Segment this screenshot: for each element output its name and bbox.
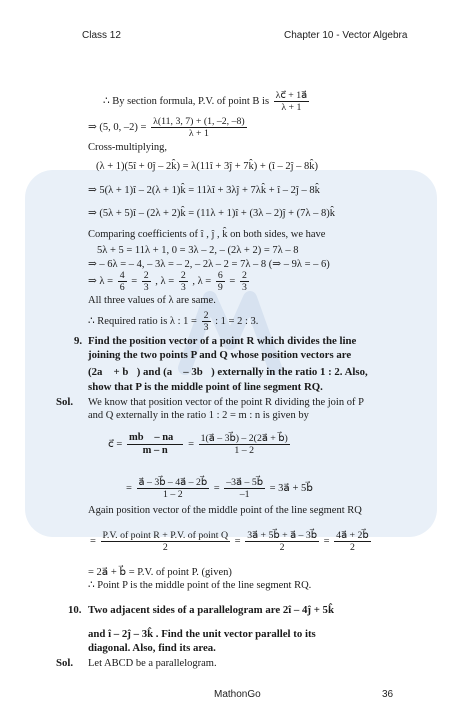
- text-line: 5λ + 5 = 11λ + 1, 0 = 3λ – 2, – (2λ + 2) = 7λ – 8: [97, 245, 299, 256]
- fraction: $\frac{1(a⃗ - 3b⃗) - 2(2a⃗ + b⃗)}{1 - 2}$: [200, 433, 288, 456]
- fraction: $\frac{6}{9}$: [217, 270, 223, 293]
- text-line: ⇒ λ = $\frac{4}{6}$ = $\frac{2}{3}$ , λ = $\frac{2}{3}$ , λ = $\frac{6}{9}$ = $\frac{2}{3}$: [88, 270, 247, 293]
- question-text: (2a⃗ + b⃗) and (a⃗ – 3b⃗) externally in the ratio 1 : 2. Also,: [88, 366, 368, 378]
- text-line: ∴ Point P is the middle point of the line segment RQ.: [88, 580, 312, 591]
- text-line: ⇒ – 6λ = – 4, – 3λ = – 2, – 2λ – 2 = 7λ – 8 (⇒ – 9λ = – 6): [88, 259, 330, 270]
- text-line: ⇒ 5(λ + 1)î – 2(λ + 1)k̂ = 11λî + 3λĵ + 7λk̂ + î – 2ĵ – 8k̂: [88, 185, 320, 196]
- question-text: joining the two points P and Q whose position vectors are: [88, 349, 352, 361]
- fraction: $\frac{a⃗ - 3b⃗ - 4a⃗ - 2b⃗}{1 - 2}$: [138, 477, 208, 500]
- text-line: ⇒ (5, 0, –2) = $\frac{\lambda(11, 3, 7) + (1, -2, -8)}{\lambda + 1}$: [88, 116, 245, 139]
- fraction: $\frac{4a⃗ + 2b⃗}{2}$: [336, 530, 369, 553]
- fraction: $\frac{\text{P.V. of point R + P.V. of point Q}}{2}$: [102, 530, 229, 553]
- text-line: = $\frac{a⃗ - 3b⃗ - 4a⃗ - 2b⃗}{1 - 2}$ = $\frac{-3a⃗ - 5b⃗}{-1}$ = 3a⃗ + 5b⃗: [126, 477, 313, 500]
- fraction: $\frac{2}{3}$: [241, 270, 247, 293]
- fraction: $\frac{3a⃗ + 5b⃗ + a⃗ - 3b⃗}{2}$: [247, 530, 317, 553]
- question-number: 10.: [68, 604, 82, 616]
- text-line: ∴ Required ratio is λ : 1 = $\frac{2}{3}$ : 1 = 2 : 3.: [88, 310, 259, 333]
- fraction: $\frac{2}{3}$: [203, 310, 209, 333]
- text-line: = 2a⃗ + b⃗ = P.V. of point P. (given): [88, 567, 232, 578]
- text-line: ⇒ (5λ + 5)î – (2λ + 2)k̂ = (11λ + 1)î + (3λ – 2)ĵ + (7λ – 8)k̂: [88, 208, 335, 219]
- fraction: $\frac{4}{6}$: [119, 270, 125, 293]
- text-line: Cross-multiplying,: [88, 142, 168, 153]
- question-text: Find the position vector of a point R which divides the line: [88, 335, 357, 347]
- fraction: $\frac{-3a⃗ - 5b⃗}{-1}$: [226, 477, 263, 500]
- page-number: 36: [382, 689, 394, 700]
- text-line: and Q externally in the ratio 1 : 2 = m : n is given by: [88, 410, 309, 421]
- fraction: $\frac{2}{3}$: [180, 270, 186, 293]
- text-line: Again position vector of the middle point of the line segment RQ: [88, 505, 362, 516]
- fraction: $\frac{\lambda c⃗ + 1a⃗}{\lambda + 1}$: [275, 90, 308, 113]
- fraction: $\frac{2}{3}$: [143, 270, 149, 293]
- solution-label: Sol.: [56, 396, 74, 408]
- text-line: We know that position vector of the point R dividing the join of P: [88, 397, 364, 408]
- text-line: c⃗ = $\frac{mb⃗ - na⃗}{m - n}$ = $\frac{1(a⃗ - 3b⃗) - 2(2a⃗ + b⃗)}{1 - 2}$: [108, 432, 288, 456]
- fraction: $\frac{\lambda(11, 3, 7) + (1, -2, -8)}{\lambda + 1}$: [153, 116, 245, 139]
- question-text: Two adjacent sides of a parallelogram are 2î – 4ĵ + 5k̂: [88, 604, 334, 616]
- solution-label: Sol.: [56, 657, 74, 669]
- question-text: show that P is the middle point of line segment RQ.: [88, 381, 323, 393]
- footer-brand: MathonGo: [214, 689, 261, 700]
- question-text: and î – 2ĵ – 3k̂ . Find the unit vector parallel to its: [88, 628, 316, 640]
- header-chapter: Chapter 10 - Vector Algebra: [284, 30, 408, 41]
- text-line: Comparing coefficients of î , ĵ , k̂ on both sides, we have: [88, 229, 326, 240]
- question-text: diagonal. Also, find its area.: [88, 642, 216, 654]
- text-line: All three values of λ are same.: [88, 295, 216, 306]
- fraction: $\frac{mb⃗ - na⃗}{m - n}$: [128, 432, 182, 456]
- text-line: Let ABCD be a parallelogram.: [88, 658, 217, 669]
- text-line: ∴ By section formula, P.V. of point B is $\frac{\lambda c⃗ + 1a⃗}{\lambda + 1}$: [103, 90, 308, 113]
- question-number: 9.: [74, 335, 83, 347]
- text-line: = $\frac{\text{P.V. of point R + P.V. of point Q}}{2}$ = $\frac{3a⃗ + 5b⃗ + a⃗ - 3b⃗}{2}$ = $\frac{4a⃗ + 2b⃗}{2}$: [90, 530, 369, 553]
- header-class: Class 12: [82, 30, 121, 41]
- text-line: (λ + 1)(5î + 0ĵ – 2k̂) = λ(11î + 3ĵ + 7k̂) + (î – 2ĵ – 8k̂): [96, 161, 319, 172]
